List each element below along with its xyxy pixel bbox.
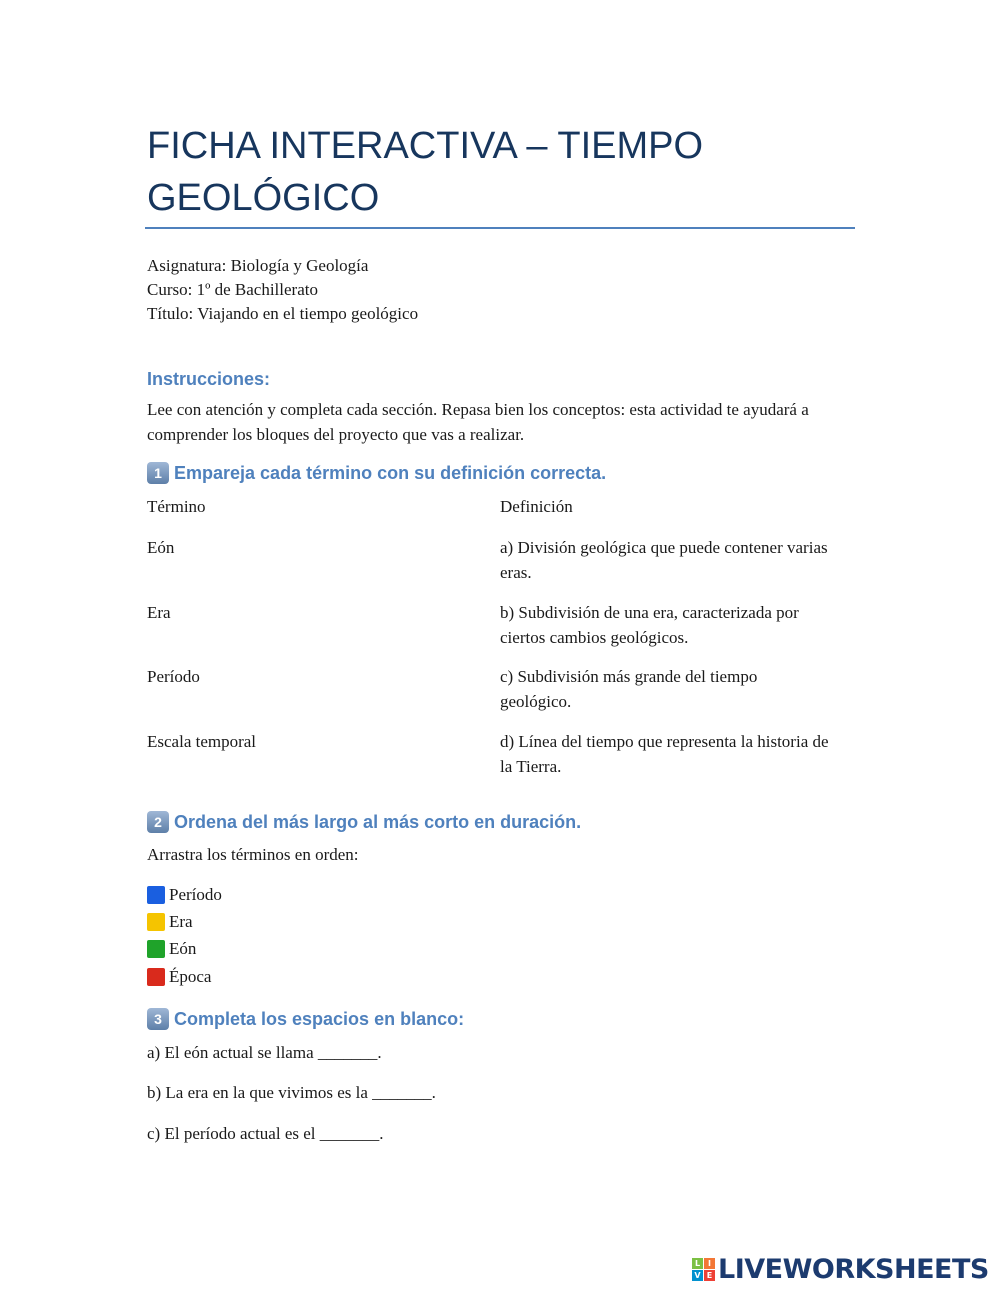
draggable-term[interactable] <box>147 965 211 989</box>
column-header-definition: Definición <box>500 497 573 516</box>
logo-letter: I <box>704 1258 715 1269</box>
section3-heading-text: Completa los espacios en blanco: <box>174 1008 465 1029</box>
column-header-term: Término <box>147 497 206 516</box>
section3-heading <box>147 1008 464 1030</box>
green-square-icon <box>147 940 165 958</box>
meta-titulo: Título: Viajando en el tiempo geológico <box>147 304 419 323</box>
fill-blank-item[interactable]: a) El eón actual se llama _______. <box>147 1043 382 1062</box>
term-cell[interactable]: Escala temporal <box>147 732 257 751</box>
number-2-icon: 2 <box>147 811 169 833</box>
draggable-term-label: Período <box>169 885 222 904</box>
number-1-icon: 1 <box>147 462 169 484</box>
number-3-icon: 3 <box>147 1008 169 1030</box>
red-square-icon <box>147 968 165 986</box>
logo-letter: L <box>692 1258 703 1269</box>
instructions-heading: Instrucciones: <box>147 369 271 389</box>
definition-cell[interactable]: a) División geológica que puede contener varias eras. <box>500 538 828 582</box>
definition-cell[interactable]: d) Línea del tiempo que representa la historia de la Tierra. <box>500 732 829 776</box>
draggable-term[interactable] <box>147 910 193 934</box>
meta-curso: Curso: 1º de Bachillerato <box>147 280 318 299</box>
title-divider <box>145 227 855 229</box>
section2-heading-text: Ordena del más largo al más corto en duración. <box>174 811 582 832</box>
term-cell[interactable]: Eón <box>147 538 175 557</box>
section1-heading-text: Empareja cada término con su definición correcta. <box>174 462 607 483</box>
draggable-term[interactable] <box>147 937 196 961</box>
logo-text: LIVEWORKSHEETS <box>718 1253 989 1285</box>
term-cell[interactable]: Período <box>147 667 200 686</box>
draggable-term[interactable] <box>147 883 222 907</box>
document-meta <box>147 254 418 326</box>
section1-heading <box>147 462 606 484</box>
fill-blank-item[interactable]: b) La era en la que vivimos es la _______. <box>147 1083 436 1102</box>
blue-square-icon <box>147 886 165 904</box>
draggable-term-label: Eón <box>169 939 197 958</box>
section2-subtitle: Arrastra los términos en orden: <box>147 845 359 864</box>
meta-asignatura: Asignatura: Biología y Geología <box>147 256 369 275</box>
instructions-text: Lee con atención y completa cada sección. Repasa bien los conceptos: esta actividad te ayudará a comprender los bloques del proyecto que vas a realizar. <box>147 400 809 444</box>
term-cell[interactable]: Era <box>147 603 171 622</box>
page-title: FICHA INTERACTIVA – TIEMPO GEOLÓGICO <box>147 125 704 219</box>
logo-letter: E <box>704 1270 715 1281</box>
logo-mark-icon <box>692 1258 715 1281</box>
draggable-term-label: Era <box>169 912 193 931</box>
section2-heading <box>147 811 581 833</box>
yellow-square-icon <box>147 913 165 931</box>
draggable-term-label: Época <box>169 967 212 986</box>
definition-cell[interactable]: c) Subdivisión más grande del tiempo geológico. <box>500 667 758 711</box>
logo-letter: V <box>692 1270 703 1281</box>
liveworksheets-logo <box>692 1252 989 1286</box>
definition-cell[interactable]: b) Subdivisión de una era, caracterizada por ciertos cambios geológicos. <box>500 603 799 647</box>
fill-blank-item[interactable]: c) El período actual es el _______. <box>147 1124 384 1143</box>
